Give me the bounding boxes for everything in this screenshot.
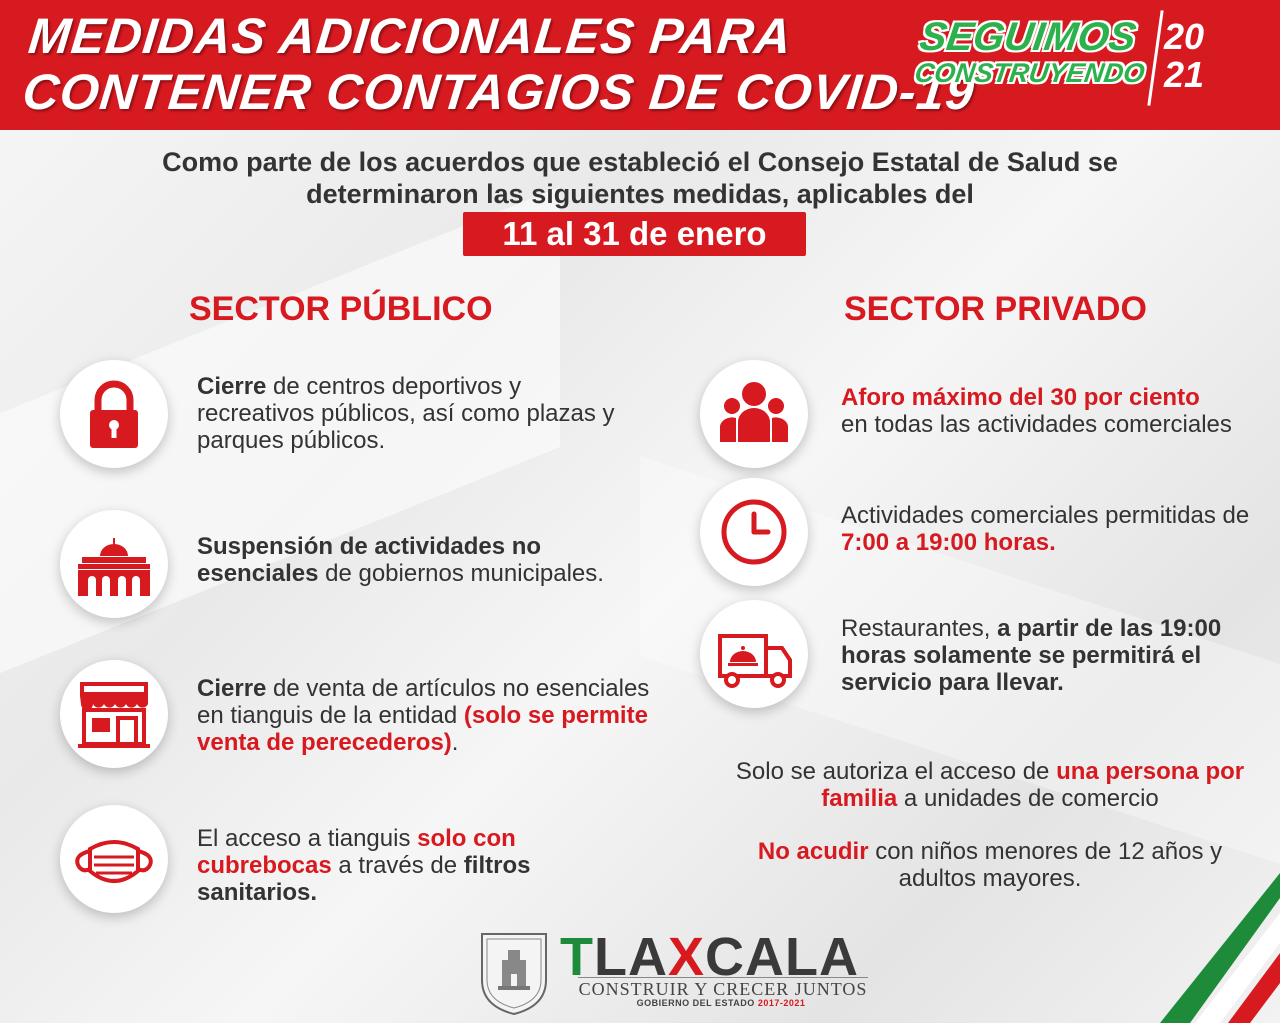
text: Restaurantes, — [841, 615, 998, 642]
intro-text-1: Como parte de los acuerdos que estableció el — [162, 147, 758, 177]
delivery-truck-icon — [700, 600, 808, 708]
text: . — [310, 879, 318, 906]
page-title — [20, 8, 983, 120]
logo-letters: LA — [594, 927, 668, 987]
people-group-icon — [700, 360, 808, 468]
logo-letter: X — [667, 927, 706, 987]
public-item-2-text — [197, 533, 647, 587]
face-mask-icon — [60, 805, 168, 913]
brand-line-1: SEGUIMOS — [917, 15, 1139, 59]
brand-line-2: CONSTRUYENDO — [912, 58, 1147, 88]
clock-icon — [700, 478, 808, 586]
intro-paragraph — [100, 146, 1180, 210]
highlight: 7:00 a 19:00 horas. — [841, 529, 1056, 556]
text: de centros deportivos y recreativos públicos, así como plazas y parques públicos. — [197, 373, 615, 454]
text: de gobiernos municipales. — [318, 560, 604, 587]
market-stall-icon — [60, 660, 168, 768]
public-item-4-text — [197, 825, 597, 906]
government-building-icon — [60, 510, 168, 618]
header-banner — [0, 0, 1280, 130]
text: El acceso a tianguis — [197, 825, 418, 852]
logo-letters: CALA — [705, 927, 859, 987]
state-coat-of-arms — [478, 930, 550, 1016]
private-item-1-text — [841, 384, 1271, 438]
text: 2017-2021 — [757, 998, 806, 1008]
campaign-logo-text — [913, 16, 1153, 88]
private-note-1 — [730, 758, 1250, 812]
logo-letter: T — [560, 927, 594, 987]
intro-text-2: Consejo Estatal de Salud — [757, 147, 1081, 177]
text: a través de — [331, 852, 464, 879]
emphasis: Cierre — [197, 675, 267, 702]
government-slogan: CONSTRUIR Y CRECER JUNTOS — [578, 979, 868, 999]
private-sector-title: SECTOR PRIVADO — [844, 290, 1147, 328]
highlight: solo con cubrebocas — [197, 825, 516, 879]
text: en todas las actividades comerciales — [841, 411, 1232, 438]
emphasis: filtros sanitarios — [197, 852, 531, 906]
text: Solo se autoriza el acceso de — [735, 758, 1057, 785]
highlight: No acudir — [757, 838, 869, 865]
public-item-1-text — [197, 373, 637, 454]
emphasis: a partir de las 19:00 horas solamente se permitirá el servicio para llevar. — [841, 615, 1222, 696]
title-line-2: CONTENER CONTAGIOS DE COVID-19 — [20, 64, 978, 120]
government-period — [606, 998, 836, 1008]
private-item-2-text — [841, 502, 1261, 556]
text: de venta de artículos no esenciales en tianguis de la entidad — [197, 675, 650, 729]
title-line-1: MEDIDAS ADICIONALES PARA — [26, 8, 795, 64]
text: GOBIERNO DEL ESTADO — [636, 998, 758, 1008]
intro-text-3: se determinaron las siguientes medidas, aplicables del — [306, 147, 1118, 209]
brand-year-bottom: 21 — [1164, 54, 1205, 95]
campaign-logo — [908, 8, 1220, 106]
private-item-3-text — [841, 615, 1261, 696]
highlight: Aforo máximo del 30 por ciento — [841, 384, 1200, 411]
date-range-badge: 11 al 31 de enero — [463, 212, 806, 256]
text: a unidades de comercio — [897, 785, 1159, 812]
public-item-3-text — [197, 675, 677, 756]
public-sector-title: SECTOR PÚBLICO — [189, 290, 493, 328]
brand-year-top: 20 — [1164, 16, 1205, 57]
emphasis: Cierre — [197, 373, 267, 400]
brand-year — [1164, 18, 1204, 94]
emphasis: Suspensión de actividades no esenciales — [197, 533, 542, 587]
highlight: una persona por familia — [821, 758, 1245, 812]
text: Actividades comerciales permitidas de — [841, 502, 1250, 529]
text: con niños menores de 12 años y adultos mayores. — [868, 838, 1223, 892]
highlight: (solo se permite venta de perecederos) — [197, 702, 648, 756]
text: . — [451, 729, 459, 756]
corner-stripes-decoration — [1150, 853, 1280, 1023]
lock-icon — [60, 360, 168, 468]
